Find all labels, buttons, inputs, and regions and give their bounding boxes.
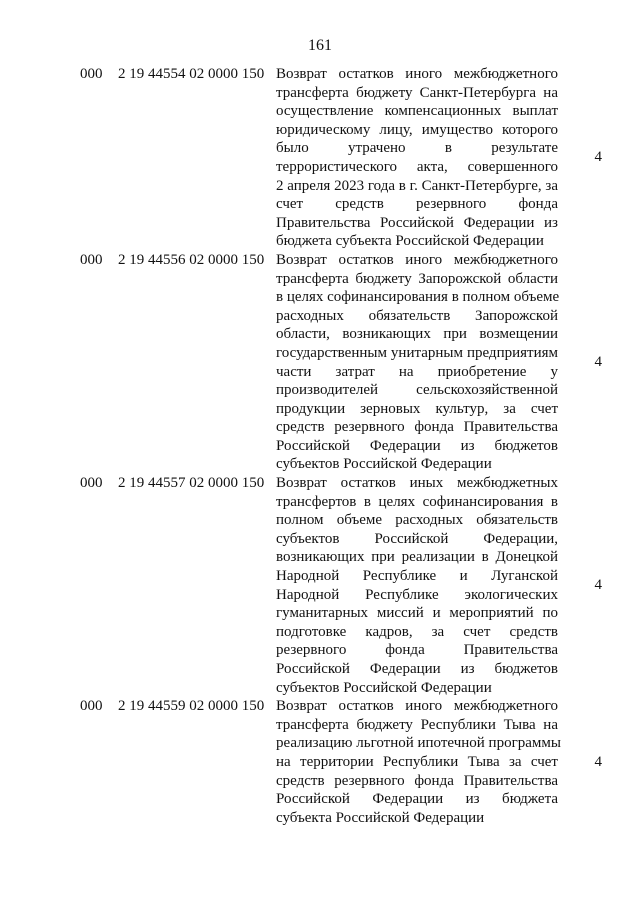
description-line: области, возникающих при возмещении: [276, 326, 558, 343]
kbk-code: 2 19 44557 02 0000 150: [118, 475, 265, 492]
description-line: расходных обязательств Запорожской: [276, 307, 558, 324]
description-line: трансферта бюджету Республики Тыва на: [276, 716, 558, 733]
description-line: субъектов Российской Федерации,: [276, 530, 558, 547]
admin-code: 000: [80, 251, 103, 268]
income-description: [276, 251, 558, 474]
description-line: трансфертов в целях софинансирования в: [276, 493, 558, 510]
table-row: [80, 474, 620, 697]
description-line: средств резервного фонда Правительства: [276, 772, 558, 789]
table-row: [80, 251, 620, 474]
budget-classification-table: [80, 65, 620, 827]
description-line: Возврат остатков иных межбюджетных: [276, 475, 558, 492]
description-line: продукции зерновых культур, за счет: [276, 400, 558, 417]
description-line: трансферта бюджету Запорожской области: [276, 270, 558, 287]
description-line: производителей сельскохозяйственной: [276, 382, 558, 399]
description-line: террористического акта, совершенного: [276, 158, 558, 175]
description-line: Народной Республике экологических: [276, 586, 558, 603]
admin-code: 000: [80, 66, 103, 82]
description-line: возникающих при реализации в Донецкой: [276, 549, 558, 566]
description-line: субъекта Российской Федерации: [276, 809, 485, 826]
description-line: государственным унитарным предприятиям: [276, 344, 558, 361]
description-line: Российской Федерации из бюджетов: [276, 661, 558, 677]
description-line: реализацию льготной ипотечной программы: [276, 735, 561, 752]
description-line: Возврат остатков иного межбюджетного: [276, 698, 558, 715]
description-line: субъектов Российской Федерации: [276, 456, 492, 473]
description-line: в целях софинансирования в полном объеме: [276, 289, 560, 306]
description-line: Возврат остатков иного межбюджетного: [276, 251, 558, 268]
income-description: [276, 65, 558, 251]
kbk-code: 2 19 44559 02 0000 150: [118, 698, 265, 715]
kbk-code: 2 19 44556 02 0000 150: [118, 251, 265, 268]
description-line: субъектов Российской Федерации: [276, 679, 492, 696]
description-line: резервного фонда Правительства: [276, 642, 558, 659]
description-line: гуманитарных миссий и мероприятий по: [276, 605, 558, 622]
description-line: Возврат остатков иного межбюджетного: [276, 66, 558, 82]
normative-value: 4: [594, 354, 602, 370]
description-line: Российской Федерации из бюджетов: [276, 437, 558, 454]
normative-value: 4: [594, 577, 602, 594]
description-line: на территории Республики Тыва за счет: [276, 753, 558, 770]
description-line: Народной Республике и Луганской: [276, 568, 558, 585]
description-line: полном объеме расходных обязательств: [276, 512, 558, 529]
normative-value: 4: [594, 753, 602, 770]
description-line: средств резервного фонда Правительства: [276, 419, 558, 436]
description-line: осуществление компенсационных выплат: [276, 103, 558, 120]
admin-code: 000: [80, 698, 103, 715]
page-number: 161: [308, 37, 332, 54]
description-line: юридическому лицу, имущество которого: [276, 121, 558, 138]
description-line: было утрачено в результате: [276, 140, 558, 157]
income-description: [276, 697, 561, 827]
income-description: [276, 474, 558, 697]
table-row: [80, 697, 620, 827]
admin-code: 000: [80, 475, 103, 492]
description-line: трансферта бюджету Санкт-Петербурга на: [276, 84, 558, 101]
kbk-code: 2 19 44554 02 0000 150: [118, 66, 265, 82]
normative-value: 4: [594, 149, 602, 166]
description-line: счет средств резервного фонда: [276, 196, 558, 213]
description-line: 2 апреля 2023 года в г. Санкт-Петербурге, за: [276, 177, 558, 194]
description-line: Правительства Российской Федерации из: [276, 214, 558, 231]
description-line: части затрат на приобретение у: [276, 363, 558, 380]
description-line: бюджета субъекта Российской Федерации: [276, 233, 544, 250]
table-row: [80, 65, 620, 251]
description-line: подготовке кадров, за счет средств: [276, 623, 558, 640]
description-line: Российской Федерации из бюджета: [276, 791, 558, 808]
